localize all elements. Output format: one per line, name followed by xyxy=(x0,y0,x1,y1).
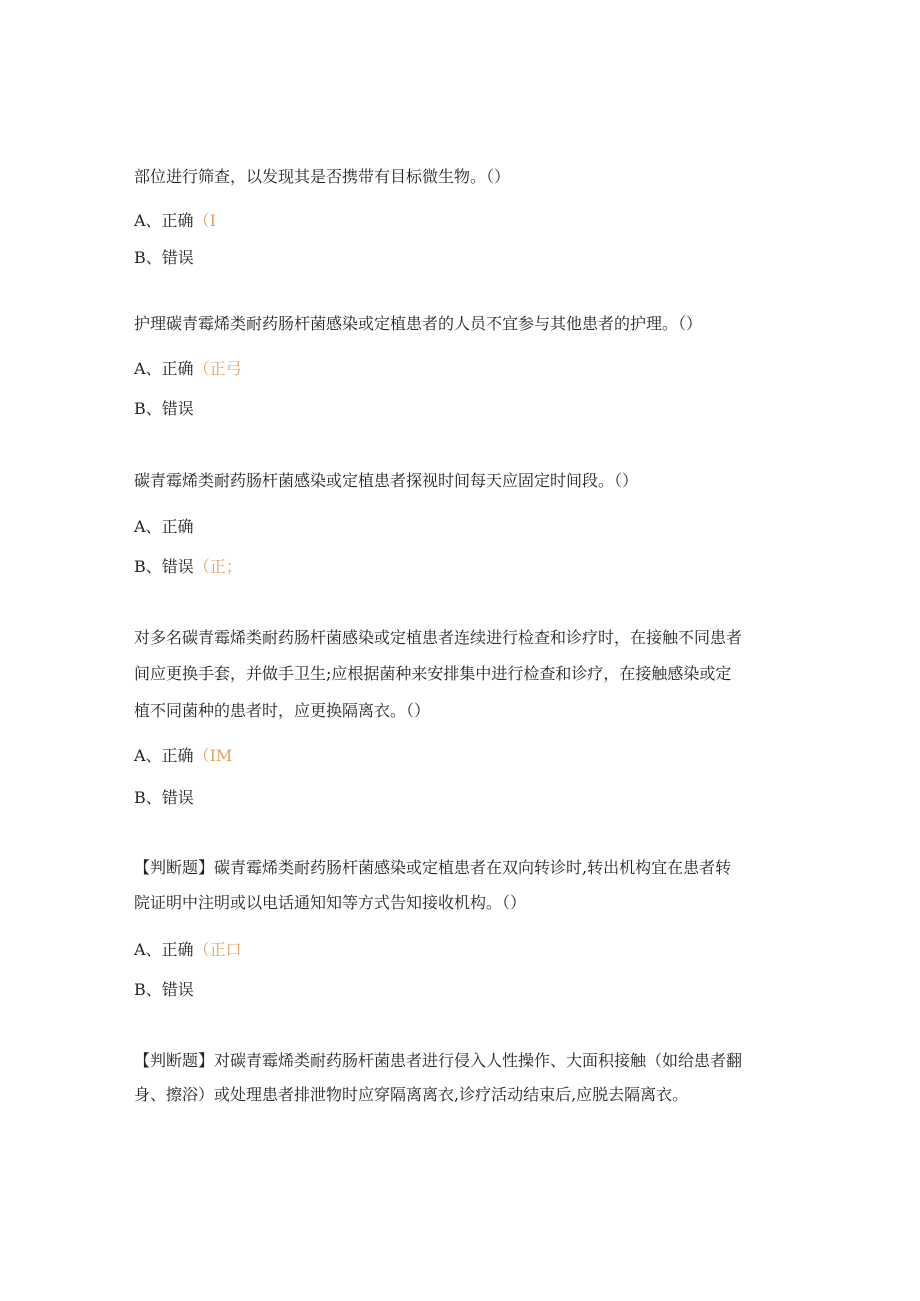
option-b-label: B、错误 xyxy=(134,788,194,807)
question-1-option-a xyxy=(134,211,216,231)
question-5-text-line-2: 院证明中注明或以电话通知知等方式告知接收机构。（） xyxy=(134,893,527,912)
question-5-option-b xyxy=(134,980,194,1000)
answer-mark: （正； xyxy=(193,557,242,576)
question-2-text: 护理碳青霉烯类耐药肠杆菌感染或定植患者的人员不宜参与其他患者的护理。（） xyxy=(134,314,703,333)
answer-mark: （正口 xyxy=(193,940,242,959)
question-4-option-a xyxy=(134,746,232,766)
question-5-text-line-1: 【判断题】碳青霉烯类耐药肠杆菌感染或定植患者在双向转诊时,转出机构宜在患者转 xyxy=(134,858,732,877)
question-1-option-b xyxy=(134,248,194,268)
question-3-option-b xyxy=(134,557,242,577)
answer-mark: （正弓 xyxy=(193,359,242,378)
question-5-option-a xyxy=(134,940,242,960)
question-2-option-b xyxy=(134,399,194,419)
question-6-text-line-1: 【判断题】对碳青霉烯类耐药肠杆菌患者进行侵入人性操作、大面积接触（如给患者翻 xyxy=(134,1051,743,1070)
option-a-label: A、正确 xyxy=(134,517,194,536)
option-a-label: A、正确 xyxy=(134,211,194,230)
answer-mark: （IM xyxy=(193,746,233,765)
option-a-label: A、正确 xyxy=(134,940,194,959)
question-3-option-a xyxy=(134,517,194,537)
option-a-label: A、正确 xyxy=(134,746,194,765)
option-b-label: B、错误 xyxy=(134,557,194,576)
question-1-text: 部位进行筛查，以发现其是否携带有目标微生物。（） xyxy=(134,167,511,186)
option-b-label: B、错误 xyxy=(134,399,194,418)
question-3-text: 碳青霉烯类耐药肠杆菌感染或定植患者探视时间每天应固定时间段。（） xyxy=(134,471,639,490)
question-4-text-line-1: 对多名碳青霉烯类耐药肠杆菌感染或定植患者连续进行检查和诊疗时，在接触不同患者 xyxy=(134,628,743,647)
question-4-text-line-3: 植不同菌种的患者时，应更换隔离衣。（） xyxy=(134,701,431,720)
question-2-option-a xyxy=(134,359,242,379)
question-4-option-b xyxy=(134,788,194,808)
option-b-label: B、错误 xyxy=(134,248,194,267)
option-a-label: A、正确 xyxy=(134,359,194,378)
question-4-text-line-2: 间应更换手套，并做手卫生;应根据菌种来安排集中进行检查和诊疗，在接触感染或定 xyxy=(134,664,732,683)
option-b-label: B、错误 xyxy=(134,980,194,999)
answer-mark: （I xyxy=(193,211,216,230)
question-6-text-line-2: 身、擦浴）或处理患者排泄物时应穿隔离离衣,诊疗活动结束后,应脱去隔离衣。 xyxy=(134,1085,689,1104)
